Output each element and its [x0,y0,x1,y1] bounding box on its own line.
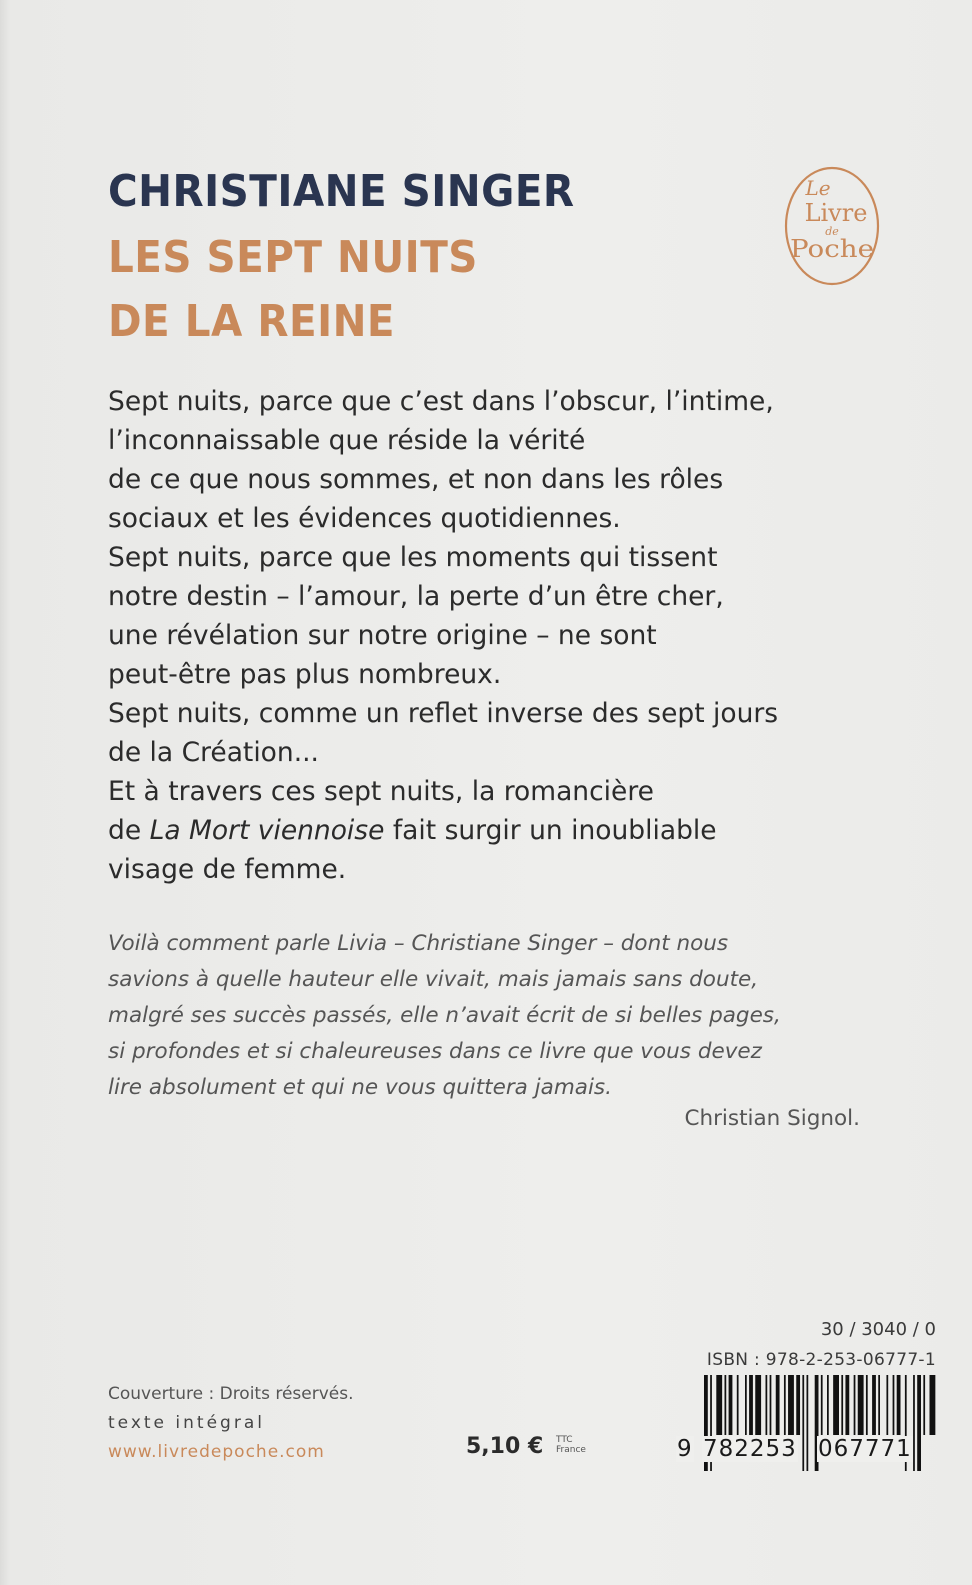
quote-line: si profondes et si chaleureuses dans ce livre que vous devez [108,1039,762,1064]
quote-line: malgré ses succès passés, elle n’avait écrit de si belles pages, [108,1003,781,1028]
logo-text-de: de [825,225,839,238]
cover-credit: Couverture : Droits réservés. [108,1384,354,1404]
blurb-line: peut-être pas plus nombreux. [108,659,502,690]
barcode-bar [770,1375,772,1435]
livre-de-poche-logo [782,165,882,287]
title-line-1: LES SEPT NUITS [108,232,478,283]
book-title [108,226,478,354]
barcode-bar [725,1375,727,1435]
blurb-line: de ce que nous sommes, et non dans les rôles [108,464,724,495]
barcode-bar [866,1375,868,1435]
blurb-text [108,382,868,889]
book-reference-italic: La Mort viennoise [149,815,385,846]
price-note-country: France [556,1445,586,1455]
barcode-bar [796,1375,800,1435]
barcode-group-2: 067771 [818,1436,912,1462]
blurb-line: notre destin – l’amour, la perte d’un être cher, [108,581,724,612]
barcode-bar [737,1375,739,1435]
barcode-bar [716,1375,722,1435]
price-note-ttc: TTC [556,1435,573,1445]
barcode-bar [749,1375,753,1435]
blurb-line: Et à travers ces sept nuits, la romancière [108,776,654,807]
barcode-bar [872,1375,876,1435]
blurb-line: visage de femme. [108,854,347,885]
barcode-bar [858,1375,864,1435]
publisher-url: www.livredepoche.com [108,1442,325,1462]
barcode-bar [745,1375,747,1435]
logo-text-poche: Poche [790,235,874,263]
credits [108,1380,354,1467]
barcode-bar [784,1375,786,1435]
blurb-line: sociaux et les évidences quotidiennes. [108,503,621,534]
barcode-bar [893,1375,895,1435]
barcode-digits [676,1432,938,1472]
barcode-bar [886,1375,888,1435]
barcode-bar [897,1375,901,1435]
integral-text-label: texte intégral [108,1413,265,1433]
barcode-bar [878,1375,880,1435]
blurb-line: une révélation sur notre origine – ne sont [108,620,657,651]
review-quote [108,926,868,1106]
barcode-bar [930,1375,936,1435]
quote-line: savions à quelle hauteur elle vivait, mais jamais sans doute, [108,967,759,992]
blurb-line: Sept nuits, comme un reflet inverse des sept jours [108,698,779,729]
price: 5,10 € [466,1434,544,1459]
barcode-bar [729,1375,733,1435]
quote-line: lire absolument et qui ne vous quittera jamais. [108,1075,612,1100]
blurb-line [108,811,868,850]
barcode-bar [854,1375,856,1435]
barcode-bar [788,1375,794,1435]
barcode-bar [923,1375,925,1435]
blurb-text-span: fait surgir un inoubliable [384,815,717,846]
barcode-bar [821,1375,823,1435]
barcode-bar [833,1375,839,1435]
logo-text-livre: Livre [804,199,868,227]
blurb-line: Sept nuits, parce que c’est dans l’obscur, l’intime, [108,386,774,417]
barcode-lead-digit: 9 [677,1436,693,1462]
author-name: CHRISTIANE SINGER [108,166,575,217]
title-line-2: DE LA REINE [108,296,396,347]
barcode-bar [841,1375,843,1435]
blurb-text-span: de [108,815,150,846]
barcode-bar [776,1375,780,1435]
logo-text-le: Le [805,176,831,200]
quote-line: Voilà comment parle Livia – Christiane Singer – dont nous [108,931,729,956]
price-note [556,1435,586,1455]
barcode-bar [845,1375,849,1435]
blurb-line: de la Création... [108,737,319,768]
blurb-line: Sept nuits, parce que les moments qui tissent [108,542,718,573]
isbn: ISBN : 978-2-253-06777-1 [706,1350,936,1370]
barcode-group-1: 782253 [703,1436,797,1462]
barcode-bar [827,1375,829,1435]
quote-signature: Christian Signol. [684,1106,860,1131]
barcode-bar [766,1375,768,1435]
product-code: 30 / 3040 / 0 [820,1319,936,1340]
blurb-line: l’inconnaissable que réside la vérité [108,425,586,456]
barcode-bar [755,1375,761,1435]
